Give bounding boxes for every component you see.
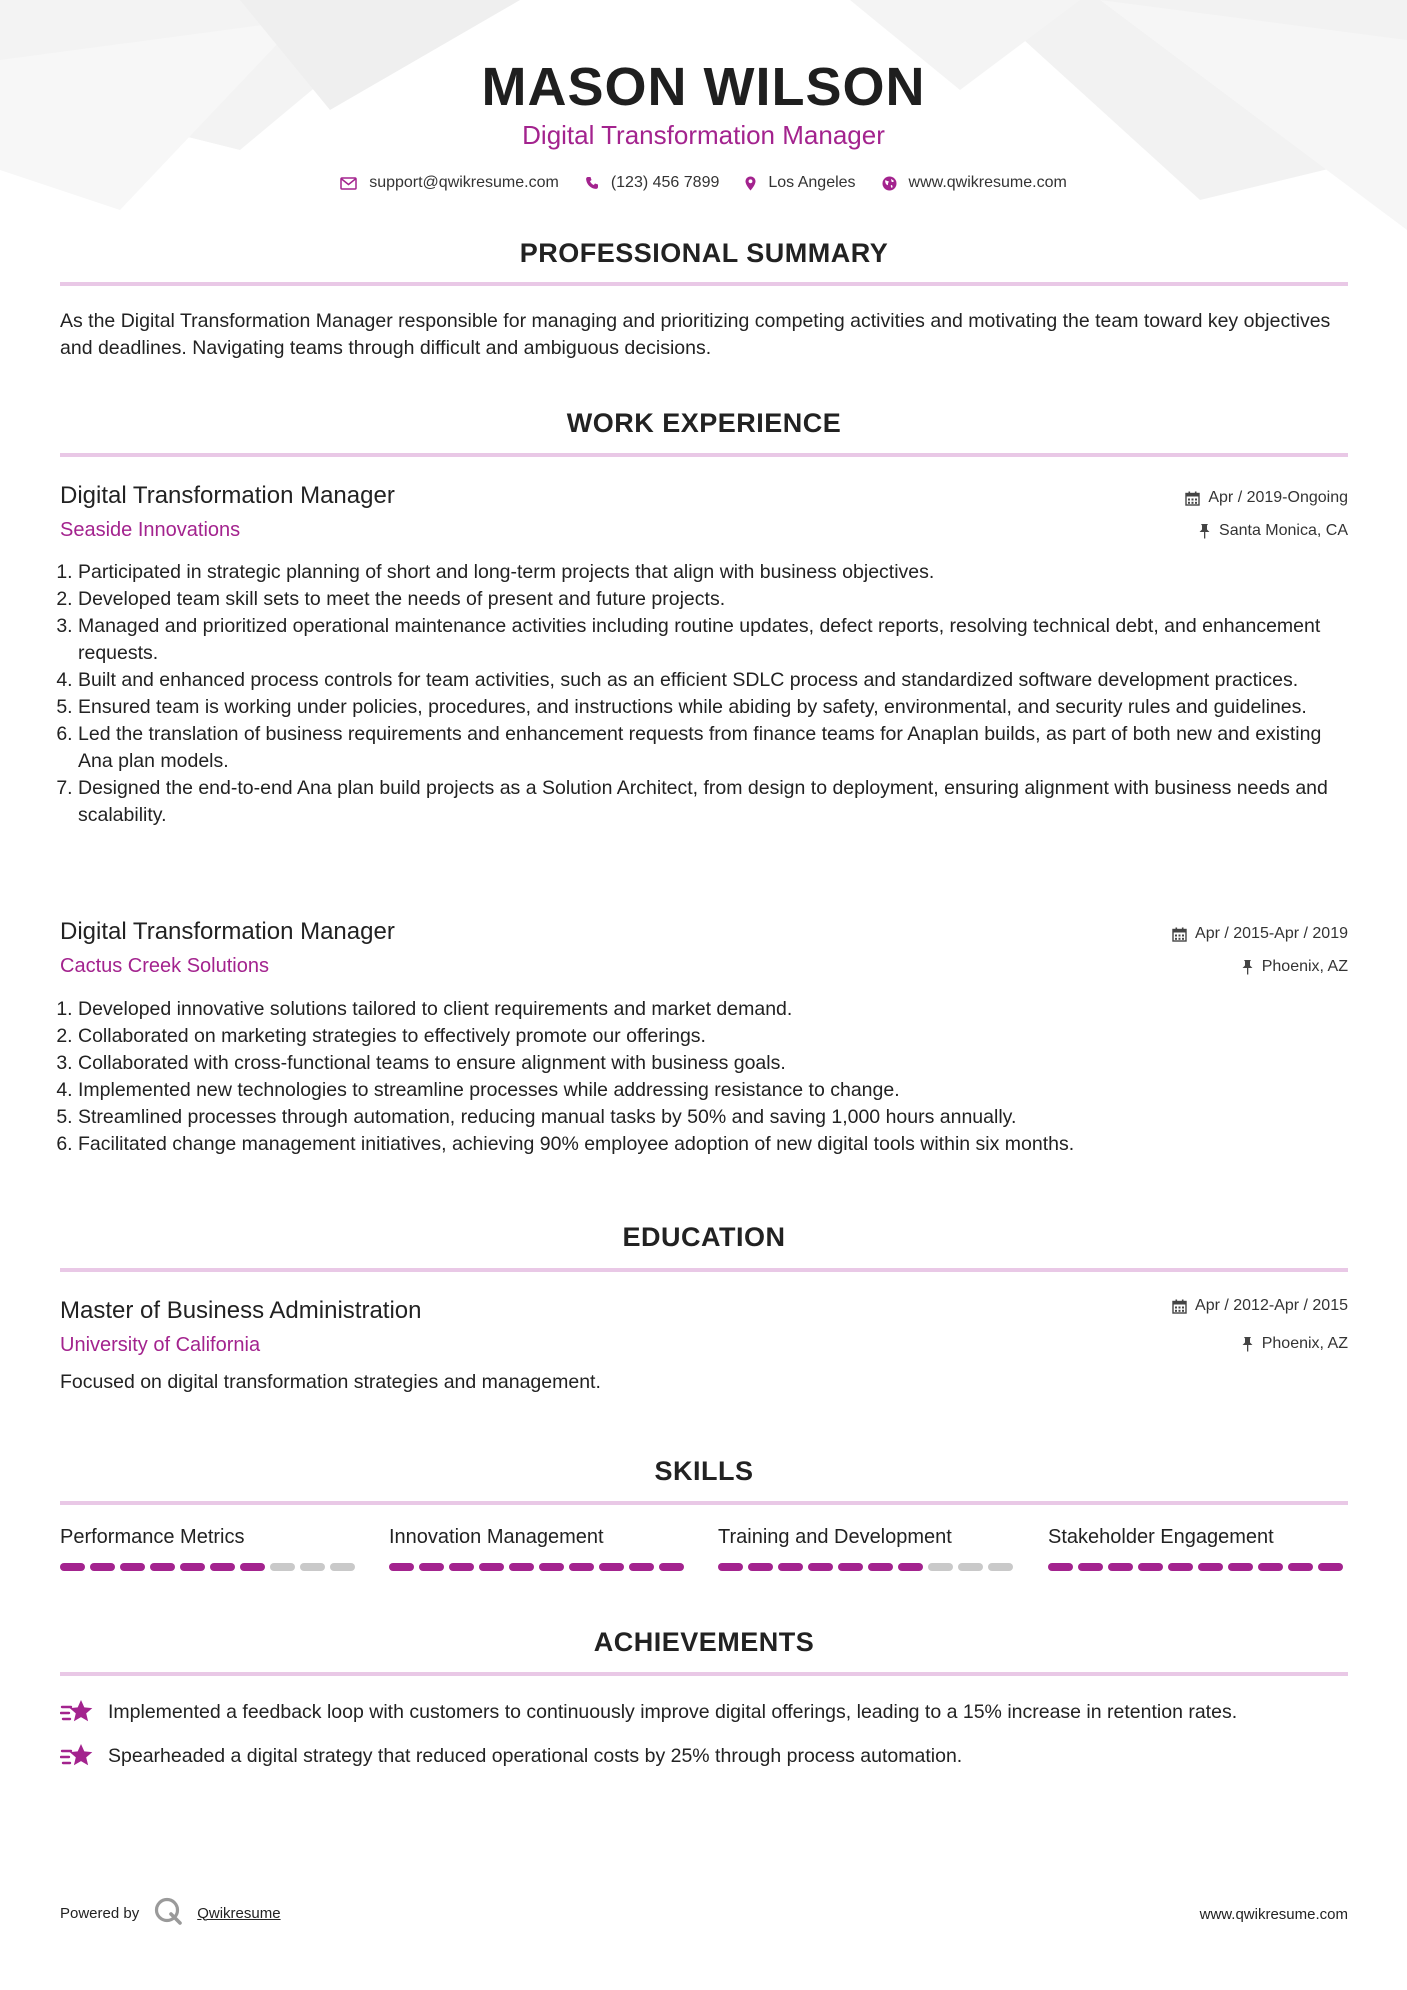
skill-segment-filled — [240, 1563, 265, 1571]
skill-segment-filled — [718, 1563, 743, 1571]
skill-item — [718, 1526, 1018, 1571]
education-heading: EDUCATION — [622, 1222, 786, 1252]
skill-item — [1048, 1526, 1348, 1571]
list-item: 7. Designed the end-to-end Ana plan build projects as a Solution Architect, from design to deployment, ensuring alignment with business needs and scalability. — [78, 775, 1348, 829]
footer-website[interactable]: www.qwikresume.com — [1199, 1906, 1348, 1923]
skill-segment-filled — [419, 1563, 444, 1571]
education-location — [1241, 1335, 1348, 1353]
skill-segment-filled — [449, 1563, 474, 1571]
job-title: Digital Transformation Manager — [60, 482, 395, 509]
list-item: 5. Streamlined processes through automation, reducing manual tasks by 50% and saving 1,000 hours annually. — [78, 1104, 1348, 1131]
contact-bar — [0, 174, 1407, 192]
contact-website-text: www.qwikresume.com — [908, 174, 1067, 191]
experience-divider — [60, 453, 1348, 457]
skill-segment-filled — [539, 1563, 564, 1571]
job-duties-list — [60, 559, 1348, 829]
contact-website[interactable] — [882, 174, 1067, 192]
calendar-icon — [1185, 491, 1200, 506]
skill-segment-filled — [1108, 1563, 1133, 1571]
list-item: 1. Participated in strategic planning of short and long-term projects that align with business objectives. — [78, 559, 1348, 586]
skill-segment-filled — [1168, 1563, 1193, 1571]
skill-segment-filled — [1318, 1563, 1343, 1571]
achievements-heading: ACHIEVEMENTS — [593, 1627, 815, 1657]
skill-segment-filled — [659, 1563, 684, 1571]
skill-segment-filled — [868, 1563, 893, 1571]
contact-location-text: Los Angeles — [768, 174, 856, 191]
skill-segment-filled — [1288, 1563, 1313, 1571]
skill-segment-filled — [1138, 1563, 1163, 1571]
list-item: 2. Developed team skill sets to meet the needs of present and future projects. — [78, 586, 1348, 613]
calendar-icon — [1172, 1299, 1187, 1314]
summary-divider — [60, 282, 1348, 286]
education-location-text: Phoenix, AZ — [1261, 1335, 1348, 1352]
map-marker-icon — [745, 176, 756, 191]
candidate-name: MASON WILSON — [481, 57, 926, 117]
job-company: Seaside Innovations — [60, 519, 241, 541]
skill-segment-filled — [60, 1563, 85, 1571]
skill-name: Training and Development — [718, 1526, 952, 1548]
school-name: University of California — [60, 1334, 261, 1356]
skill-segment-filled — [1078, 1563, 1103, 1571]
powered-by-label: Powered by — [60, 1904, 140, 1922]
skills-heading: SKILLS — [654, 1456, 754, 1486]
skill-rating — [389, 1563, 689, 1571]
skill-segment-filled — [569, 1563, 594, 1571]
achievement-item — [60, 1742, 962, 1770]
skill-segment-filled — [509, 1563, 534, 1571]
globe-icon — [882, 176, 897, 191]
brand-link[interactable]: Qwikresume — [197, 1904, 281, 1922]
list-item: 3. Managed and prioritized operational maintenance activities including routine updates, defect reports, resolving technical debt, and enhancement requests. — [78, 613, 1348, 667]
list-item: 4. Implemented new technologies to streamline processes while addressing resistance to change. — [78, 1077, 1348, 1104]
skill-segment-filled — [838, 1563, 863, 1571]
skill-segment-filled — [808, 1563, 833, 1571]
skill-segment-filled — [629, 1563, 654, 1571]
degree-title: Master of Business Administration — [60, 1297, 422, 1324]
skill-segment-filled — [90, 1563, 115, 1571]
skill-item — [60, 1526, 360, 1571]
skill-segment-filled — [778, 1563, 803, 1571]
job-location-text: Phoenix, AZ — [1261, 958, 1348, 975]
skill-segment-filled — [1228, 1563, 1253, 1571]
skill-segment-filled — [748, 1563, 773, 1571]
skill-name: Performance Metrics — [60, 1526, 245, 1548]
skills-divider — [60, 1501, 1348, 1505]
contact-email-text: support@qwikresume.com — [369, 174, 559, 191]
achievements-divider — [60, 1672, 1348, 1676]
contact-location — [745, 174, 855, 192]
shooting-star-icon — [60, 1698, 94, 1726]
skill-segment-empty — [330, 1563, 355, 1571]
achievement-text: Spearheaded a digital strategy that reduced operational costs by 25% through process automation. — [108, 1744, 963, 1767]
skill-name: Stakeholder Engagement — [1048, 1526, 1274, 1548]
skill-segment-empty — [988, 1563, 1013, 1571]
contact-phone-text: (123) 456 7899 — [610, 174, 720, 191]
skill-segment-filled — [1198, 1563, 1223, 1571]
phone-icon — [585, 176, 599, 190]
pushpin-icon — [1198, 523, 1211, 539]
list-item: 1. Developed innovative solutions tailored to client requirements and market demand. — [78, 996, 1348, 1023]
list-item: 6. Facilitated change management initiatives, achieving 90% employee adoption of new digital tools within six months. — [78, 1131, 1348, 1158]
skill-segment-empty — [958, 1563, 983, 1571]
skill-segment-filled — [1048, 1563, 1073, 1571]
skill-name: Innovation Management — [389, 1526, 604, 1548]
job-dates-text: Apr / 2015-Apr / 2019 — [1195, 925, 1348, 942]
skill-segment-filled — [120, 1563, 145, 1571]
list-item: 6. Led the translation of business requirements and enhancement requests from finance teams for Anaplan builds, as part of both new and existing Ana plan models. — [78, 721, 1348, 775]
list-item: 2. Collaborated on marketing strategies to effectively promote our offerings. — [78, 1023, 1348, 1050]
skills-grid — [60, 1526, 1348, 1576]
skill-segment-filled — [180, 1563, 205, 1571]
skill-item — [389, 1526, 689, 1571]
job-location-text: Santa Monica, CA — [1219, 522, 1348, 539]
skill-segment-empty — [928, 1563, 953, 1571]
pushpin-icon — [1241, 1336, 1254, 1352]
summary-heading: PROFESSIONAL SUMMARY — [519, 238, 889, 268]
skill-segment-filled — [389, 1563, 414, 1571]
skill-segment-empty — [300, 1563, 325, 1571]
skill-segment-filled — [898, 1563, 923, 1571]
job-dates — [1172, 925, 1348, 943]
list-item: 4. Built and enhanced process controls for team activities, such as an efficient SDLC process and standardized software development practices. — [78, 667, 1348, 694]
education-dates-text: Apr / 2012-Apr / 2015 — [1195, 1297, 1348, 1314]
education-dates — [1172, 1297, 1348, 1315]
job-location — [1241, 958, 1348, 976]
footer-powered-by — [60, 1896, 281, 1930]
job-company: Cactus Creek Solutions — [60, 955, 269, 977]
skill-rating — [718, 1563, 1018, 1571]
list-item: 5. Ensured team is working under policies, procedures, and instructions while abiding by safety, environmental, and security rules and guidelines. — [78, 694, 1348, 721]
job-duties-list — [60, 996, 1348, 1158]
skill-segment-empty — [270, 1563, 295, 1571]
education-description: Focused on digital transformation strategies and management. — [60, 1371, 601, 1393]
skill-segment-filled — [210, 1563, 235, 1571]
education-divider — [60, 1268, 1348, 1272]
contact-email[interactable] — [340, 174, 559, 192]
list-item: 3. Collaborated with cross-functional teams to ensure alignment with business goals. — [78, 1050, 1348, 1077]
calendar-icon — [1172, 927, 1187, 942]
experience-heading: WORK EXPERIENCE — [566, 408, 842, 438]
skill-segment-filled — [150, 1563, 175, 1571]
skill-rating — [1048, 1563, 1348, 1571]
contact-phone[interactable] — [585, 174, 720, 192]
envelope-icon — [340, 177, 357, 190]
skill-rating — [60, 1563, 360, 1571]
shooting-star-icon — [60, 1742, 94, 1770]
summary-text: As the Digital Transformation Manager responsible for managing and prioritizing competing activities and motivating the team toward key objectives and deadlines. Navigating teams through difficult and ambiguous decisions. — [60, 310, 1331, 359]
skill-segment-filled — [479, 1563, 504, 1571]
job-title: Digital Transformation Manager — [60, 918, 395, 945]
achievement-text: Implemented a feedback loop with customers to continuously improve digital offerings, leading to a 15% increase in retention rates. — [108, 1700, 1238, 1723]
skill-segment-filled — [599, 1563, 624, 1571]
skill-segment-filled — [1258, 1563, 1283, 1571]
job-dates — [1185, 489, 1348, 507]
candidate-title: Digital Transformation Manager — [522, 120, 885, 150]
job-location — [1198, 522, 1348, 540]
achievement-item — [60, 1698, 1237, 1726]
pushpin-icon — [1241, 959, 1254, 975]
job-dates-text: Apr / 2019-Ongoing — [1208, 489, 1348, 506]
qwikresume-logo-icon — [153, 1896, 183, 1930]
